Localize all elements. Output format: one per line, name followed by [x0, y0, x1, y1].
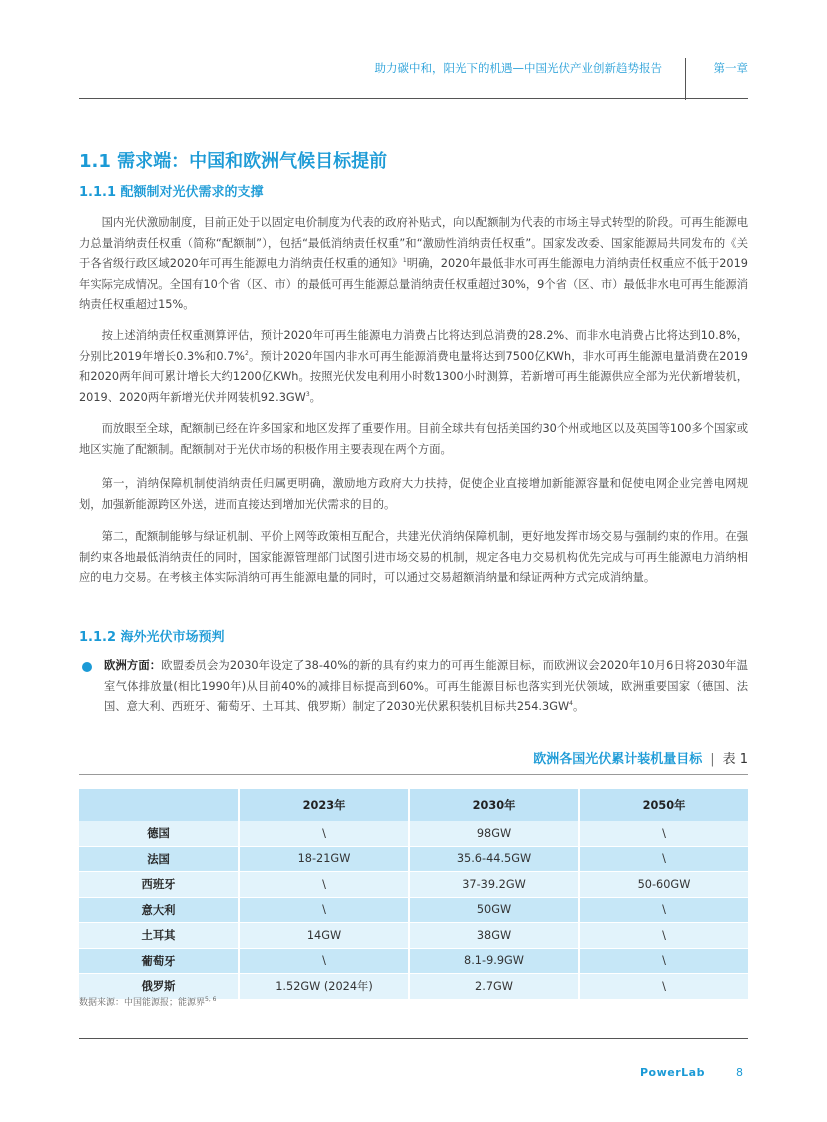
country-cell: 法国: [79, 846, 239, 872]
table-cell: 2.7GW: [409, 974, 579, 1000]
paragraph-3: 而放眼至全球，配额制已经在许多国家和地区发挥了重要作用。目前全球共有包括美国约30个州或地区以及英国等100多个国家或地区实施了配额制。配额制对于光伏市场的积极作用主要表现在两个方面。: [79, 422, 748, 456]
table-cell: \: [239, 897, 409, 923]
caption-rule: [79, 774, 748, 775]
table-cell: \: [579, 821, 748, 846]
header-rule: [79, 98, 748, 99]
table-header-row: [79, 789, 748, 821]
country-cell: 葡萄牙: [79, 948, 239, 974]
subsection-title-quota: 1.1.1 配额制对光伏需求的支撑: [79, 185, 264, 200]
data-source-note: 数据来源：中国能源报；能源界$^{5, 6}$: [79, 996, 217, 1008]
table-row: [79, 846, 748, 872]
header-divider: [685, 58, 686, 100]
table-cell: 50-60GW: [579, 872, 748, 898]
table-cell: 18-21GW: [239, 846, 409, 872]
header-cell-2023: 2023年: [239, 789, 409, 821]
table-cell: 1.52GW (2024年): [239, 974, 409, 1000]
table-cell: \: [579, 974, 748, 1000]
footer-rule: [79, 1038, 748, 1039]
pv-target-table: [79, 789, 748, 1000]
europe-bullet: 欧洲方面：欧盟委员会为2030年设定了38-40%的新的具有约束力的可再生能源目标，而欧洲议会2020年10月6日将2030年温室气体排放量(相比1990年)从目前40%的减排目标提高到60%。可再生能源目标也落实到光伏领域，欧洲重要国家（德国、法国、意大利、西班牙、葡萄牙、土耳其、俄罗斯）制定了2030光伏累积装机目标共$254.3GW^4$。: [104, 659, 748, 713]
country-cell: 意大利: [79, 897, 239, 923]
paragraph-1: 国内光伏激励制度，目前正处于以固定电价制度为代表的政府补贴式，向以配额制为代表的市场主导式转型的阶段。可再生能源电力总量消纳责任权重（简称“配额制”），包括“最低消纳责任权重”和“激励性消纳责任权重”。国家发改委、国家能源局共同发布的《关于各省级行政区域2020年可再生能源电力消纳责任权重的通知》$^1$明确，2020年最低非水可再生能源电力消纳责任权重应不低于2019年实际完成情况。全国有10个省（区、市）的最低可再生能源总量消纳责任权重超过30%，9个省（区、市）最低非水电可再生能源消纳责任权重超过15%。: [79, 216, 748, 311]
table-cell: 50GW: [409, 897, 579, 923]
table-cell: 8.1-9.9GW: [409, 948, 579, 974]
paragraph-5: 第二，配额制能够与绿证机制、平价上网等政策相互配合，共建光伏消纳保障机制，更好地发挥市场交易与强制约束的作用。在强制约束各地最低消纳责任的同时，国家能源管理部门试图引进市场交易的机制，规定各电力交易机构优先完成与可再生能源电力消纳相应的电力交易。在考核主体实际消纳可再生能源电量的同时，可以通过交易超额消纳量和绿证两种方式完成消纳量。: [79, 530, 748, 584]
subsection-title-overseas: 1.1.2 海外光伏市场预判: [79, 630, 225, 645]
country-cell: 西班牙: [79, 872, 239, 898]
table-caption: 欧洲各国光伏累计装机量目标 | 表 1: [533, 752, 748, 767]
header-chapter: 第一章: [713, 61, 748, 75]
page-number: 8: [736, 1066, 743, 1079]
footer-brand-logo: PowerLab: [640, 1066, 705, 1079]
header-cell-2030: 2030年: [409, 789, 579, 821]
table-cell: 37-39.2GW: [409, 872, 579, 898]
country-cell: 德国: [79, 821, 239, 846]
table-cell: \: [579, 923, 748, 949]
table-cell: \: [239, 872, 409, 898]
section-title: 1.1 需求端：中国和欧洲气候目标提前: [79, 151, 388, 172]
country-cell: 俄罗斯: [79, 974, 239, 1000]
table-cell: 38GW: [409, 923, 579, 949]
paragraph-4: 第一，消纳保障机制使消纳责任归属更明确，激励地方政府大力扶持，促使企业直接增加新能源容量和促使电网企业完善电网规划，加强新能源跨区外送，进而直接达到增加光伏需求的目的。: [79, 477, 748, 511]
country-cell: 土耳其: [79, 923, 239, 949]
table-cell: \: [579, 846, 748, 872]
table-cell: \: [239, 821, 409, 846]
table-cell: \: [239, 948, 409, 974]
table-cell: 14GW: [239, 923, 409, 949]
table-cell: \: [579, 948, 748, 974]
header-cell-2050: 2050年: [579, 789, 748, 821]
paragraph-2: 按上述消纳责任权重测算评估，预计2020年可再生能源电力消费占比将达到总消费的28.2%、而非水电消费占比将达到10.8%，分别比2019年增长0.3%和0.7%$^2$。预计2020年国内非水可再生能源消费电量将达到7500亿KWh，非水可再生能源电量消费在2019和2020两年间可累计增长大约1200亿KWh。按照光伏发电利用小时数1300小时测算，若新增可再生能源供应全部为光伏新增装机，2019、2020两年新增光伏并网装机$92.3GW^3$。: [79, 329, 748, 404]
table-row: [79, 821, 748, 846]
table-cell: \: [579, 897, 748, 923]
table-cell: 35.6-44.5GW: [409, 846, 579, 872]
header-cell-country: [79, 789, 239, 821]
table-row: [79, 948, 748, 974]
table-row: [79, 872, 748, 898]
header-report-title: 助力碳中和，阳光下的机遇—中国光伏产业创新趋势报告: [374, 61, 662, 75]
table-row: [79, 897, 748, 923]
table-cell: 98GW: [409, 821, 579, 846]
bullet-dot: [82, 662, 92, 672]
table-row: [79, 923, 748, 949]
